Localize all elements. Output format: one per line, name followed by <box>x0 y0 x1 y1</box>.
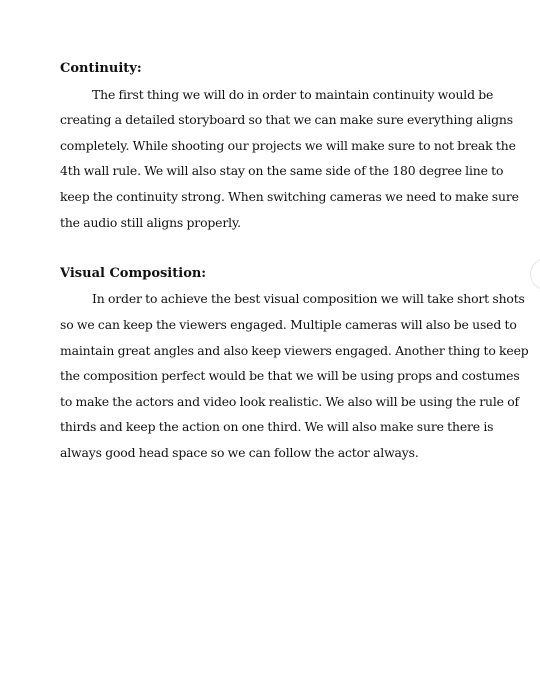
section-spacer <box>60 235 532 261</box>
section-paragraph-visual-composition: In order to achieve the best visual composition we will take short shots so we can keep the viewers engaged. Multiple cameras will also be used to maintain great angles and also keep viewers engaged. Another thing to keep the composition perfect would be that we will be using props and costumes to make the actors and video look realistic. We also will be using the rule of thirds and keep the action on one third. We will also make sure there is always good head space so we can follow the actor always. <box>60 291 529 460</box>
section-heading-visual-composition: Visual Composition: <box>60 265 207 281</box>
section-heading-continuity: Continuity: <box>60 61 142 76</box>
section-paragraph-continuity: The first thing we will do in order to maintain continuity would be creating a detailed storyboard so that we can make sure everything aligns completely. While shooting our projects we will make sure to not break the 4th wall rule. We will also stay on the same side of the 180 degree line to keep the continuity strong. When switching cameras we need to make sure the audio still aligns properly. <box>60 86 519 230</box>
document-body <box>60 56 532 466</box>
